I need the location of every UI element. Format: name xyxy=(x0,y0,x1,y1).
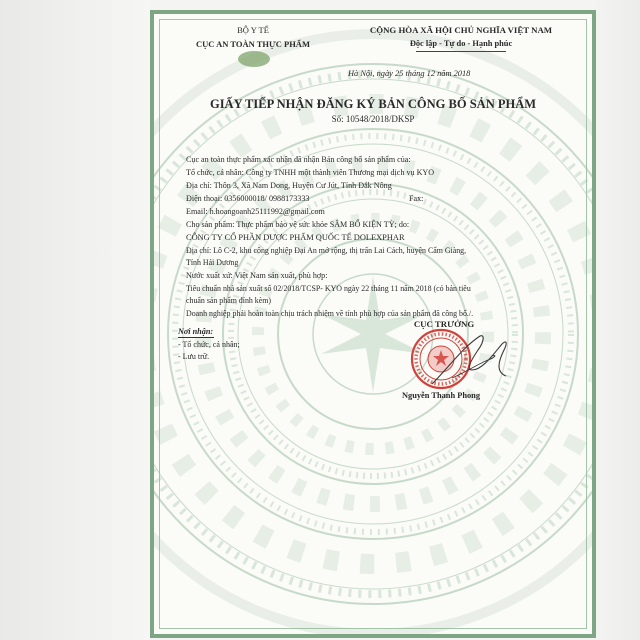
standard-line-1: Tiêu chuẩn nhà sản xuất số 02/2018/TCSP- KYO ngày 22 tháng 11 năm 2018 (có bản tiêu xyxy=(186,284,471,293)
background-right xyxy=(596,0,640,640)
email-line: Email: h.hoangoanh25111992@gmail.com xyxy=(186,207,325,216)
address-line: Địa chỉ: Thôn 3, Xã Nam Dong, Huyện Cư Jút, Tỉnh Đắk Nông xyxy=(186,181,392,190)
standard-line-2: chuẩn sản phẩm đính kèm) xyxy=(186,296,272,305)
recipients-label: Nơi nhận: xyxy=(178,327,214,336)
fax-line: Fax: xyxy=(409,194,424,203)
product-line: Cho sản phẩm: Thực phẩm bảo vệ sức khỏe SÂM BỔ KIỆN TỲ; do: xyxy=(186,220,410,229)
agency-logo xyxy=(238,51,270,67)
ministry-name: BỘ Y TẾ xyxy=(237,25,269,35)
signatory-name: Nguyễn Thanh Phong xyxy=(401,391,481,400)
origin-line: Nước xuất xứ: Việt Nam sản xuất, phù hợp: xyxy=(186,271,328,280)
document-title: GIẤY TIẾP NHẬN ĐĂNG KÝ BẢN CÔNG BỐ SẢN PHẨM xyxy=(209,97,537,111)
document-number: Số: 10548/2018/DKSP xyxy=(331,114,415,124)
background-left xyxy=(0,0,150,640)
signatory-role: CỤC TRƯỞNG xyxy=(413,319,475,329)
organization-line: Tổ chức, cá nhân: Công ty TNHH một thành viên Thương mại dịch vụ KYO xyxy=(186,168,435,177)
certificate-document xyxy=(150,10,596,638)
date-line: Hà Nội, ngày 25 tháng 12 năm 2018 xyxy=(348,69,471,78)
recipients-underline xyxy=(178,337,214,338)
manufacturer-address-line-1: Địa chỉ: Lô C-2, khu công nghiệp Đại An mở rộng, thị trấn Lai Cách, huyện Cẩm Giàng, xyxy=(186,246,467,255)
country-name: CỘNG HÒA XÃ HỘI CHỦ NGHĨA VIỆT NAM xyxy=(369,25,553,35)
background-blur-mark xyxy=(96,55,136,69)
manufacturer-address-line-2: Tỉnh Hải Dương xyxy=(186,258,239,267)
agency-name: CỤC AN TOÀN THỰC PHẨM xyxy=(196,39,310,49)
recipient-item: - Lưu trữ. xyxy=(178,352,210,361)
responsibility-line: Doanh nghiệp phải hoàn toàn chịu trách nhiệm về tính phù hợp của sản phẩm đã công bố./. xyxy=(186,309,474,318)
national-motto: Độc lập - Tự do - Hạnh phúc xyxy=(409,39,513,48)
manufacturer-line: CÔNG TY CỔ PHẦN DƯỢC PHẨM QUỐC TẾ DOLEXPHAR xyxy=(186,233,405,242)
phone-line: Điện thoại: 0356000018/ 0988173333 xyxy=(186,194,310,203)
intro-line: Cục an toàn thực phẩm xác nhận đã nhận Bản công bố sản phẩm của: xyxy=(186,155,411,164)
recipient-item: - Tổ chức, cá nhân; xyxy=(178,340,240,349)
motto-underline xyxy=(416,51,506,52)
